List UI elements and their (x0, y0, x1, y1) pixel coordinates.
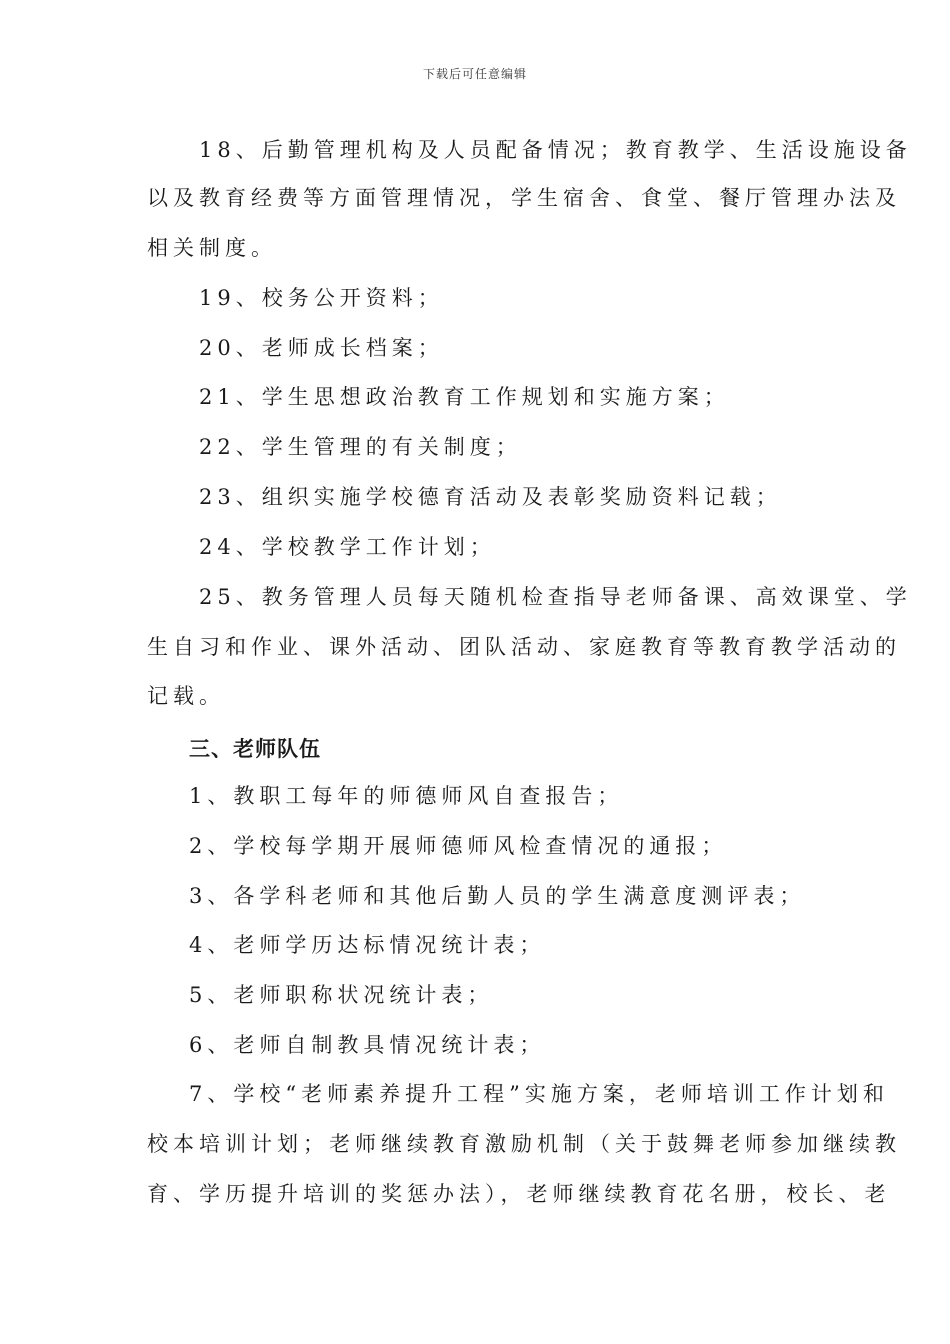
section-item-2: 2、学校每学期开展师德师风检查情况的通报； (189, 834, 728, 858)
section-item-7-line-2: 校本培训计划；老师继续教育激励机制（关于鼓舞老师参加继续教 (147, 1132, 901, 1156)
section-item-7-line-3: 育、学历提升培训的奖惩办法），老师继续教育花名册，校长、老 (147, 1182, 891, 1206)
section-heading: 三、老师队伍 (189, 737, 321, 761)
section-item-4: 4、老师学历达标情况统计表； (189, 933, 546, 957)
item-25-line-1: 25、教务管理人员每天随机检查指导老师备课、高效课堂、学 (199, 585, 912, 609)
section-item-7-line-1: 7、学校“老师素养提升工程”实施方案，老师培训工作计划和 (189, 1082, 889, 1106)
item-20: 20、老师成长档案； (199, 336, 444, 360)
item-22: 22、学生管理的有关制度； (199, 435, 522, 459)
item-18-line-3: 相关制度。 (147, 236, 277, 260)
section-item-3: 3、各学科老师和其他后勤人员的学生满意度测评表； (189, 884, 806, 908)
item-21: 21、学生思想政治教育工作规划和实施方案； (199, 385, 730, 409)
item-23: 23、组织实施学校德育活动及表彰奖励资料记载； (199, 485, 782, 509)
item-25-line-3: 记载。 (147, 684, 225, 708)
item-18-line-2: 以及教育经费等方面管理情况，学生宿舍、食堂、餐厅管理办法及 (147, 186, 901, 210)
section-item-1: 1、教职工每年的师德师风自查报告； (189, 784, 624, 808)
item-18-line-1: 18、后勤管理机构及人员配备情况；教育教学、生活设施设备 (199, 138, 912, 162)
section-item-6: 6、老师自制教具情况统计表； (189, 1033, 546, 1057)
item-19: 19、校务公开资料； (199, 286, 444, 310)
item-25-line-2: 生自习和作业、课外活动、团队活动、家庭教育等教育教学活动的 (147, 635, 901, 659)
section-item-5: 5、老师职称状况统计表； (189, 983, 494, 1007)
page-header: 下载后可任意编辑 (422, 67, 527, 81)
item-24: 24、学校教学工作计划； (199, 535, 496, 559)
